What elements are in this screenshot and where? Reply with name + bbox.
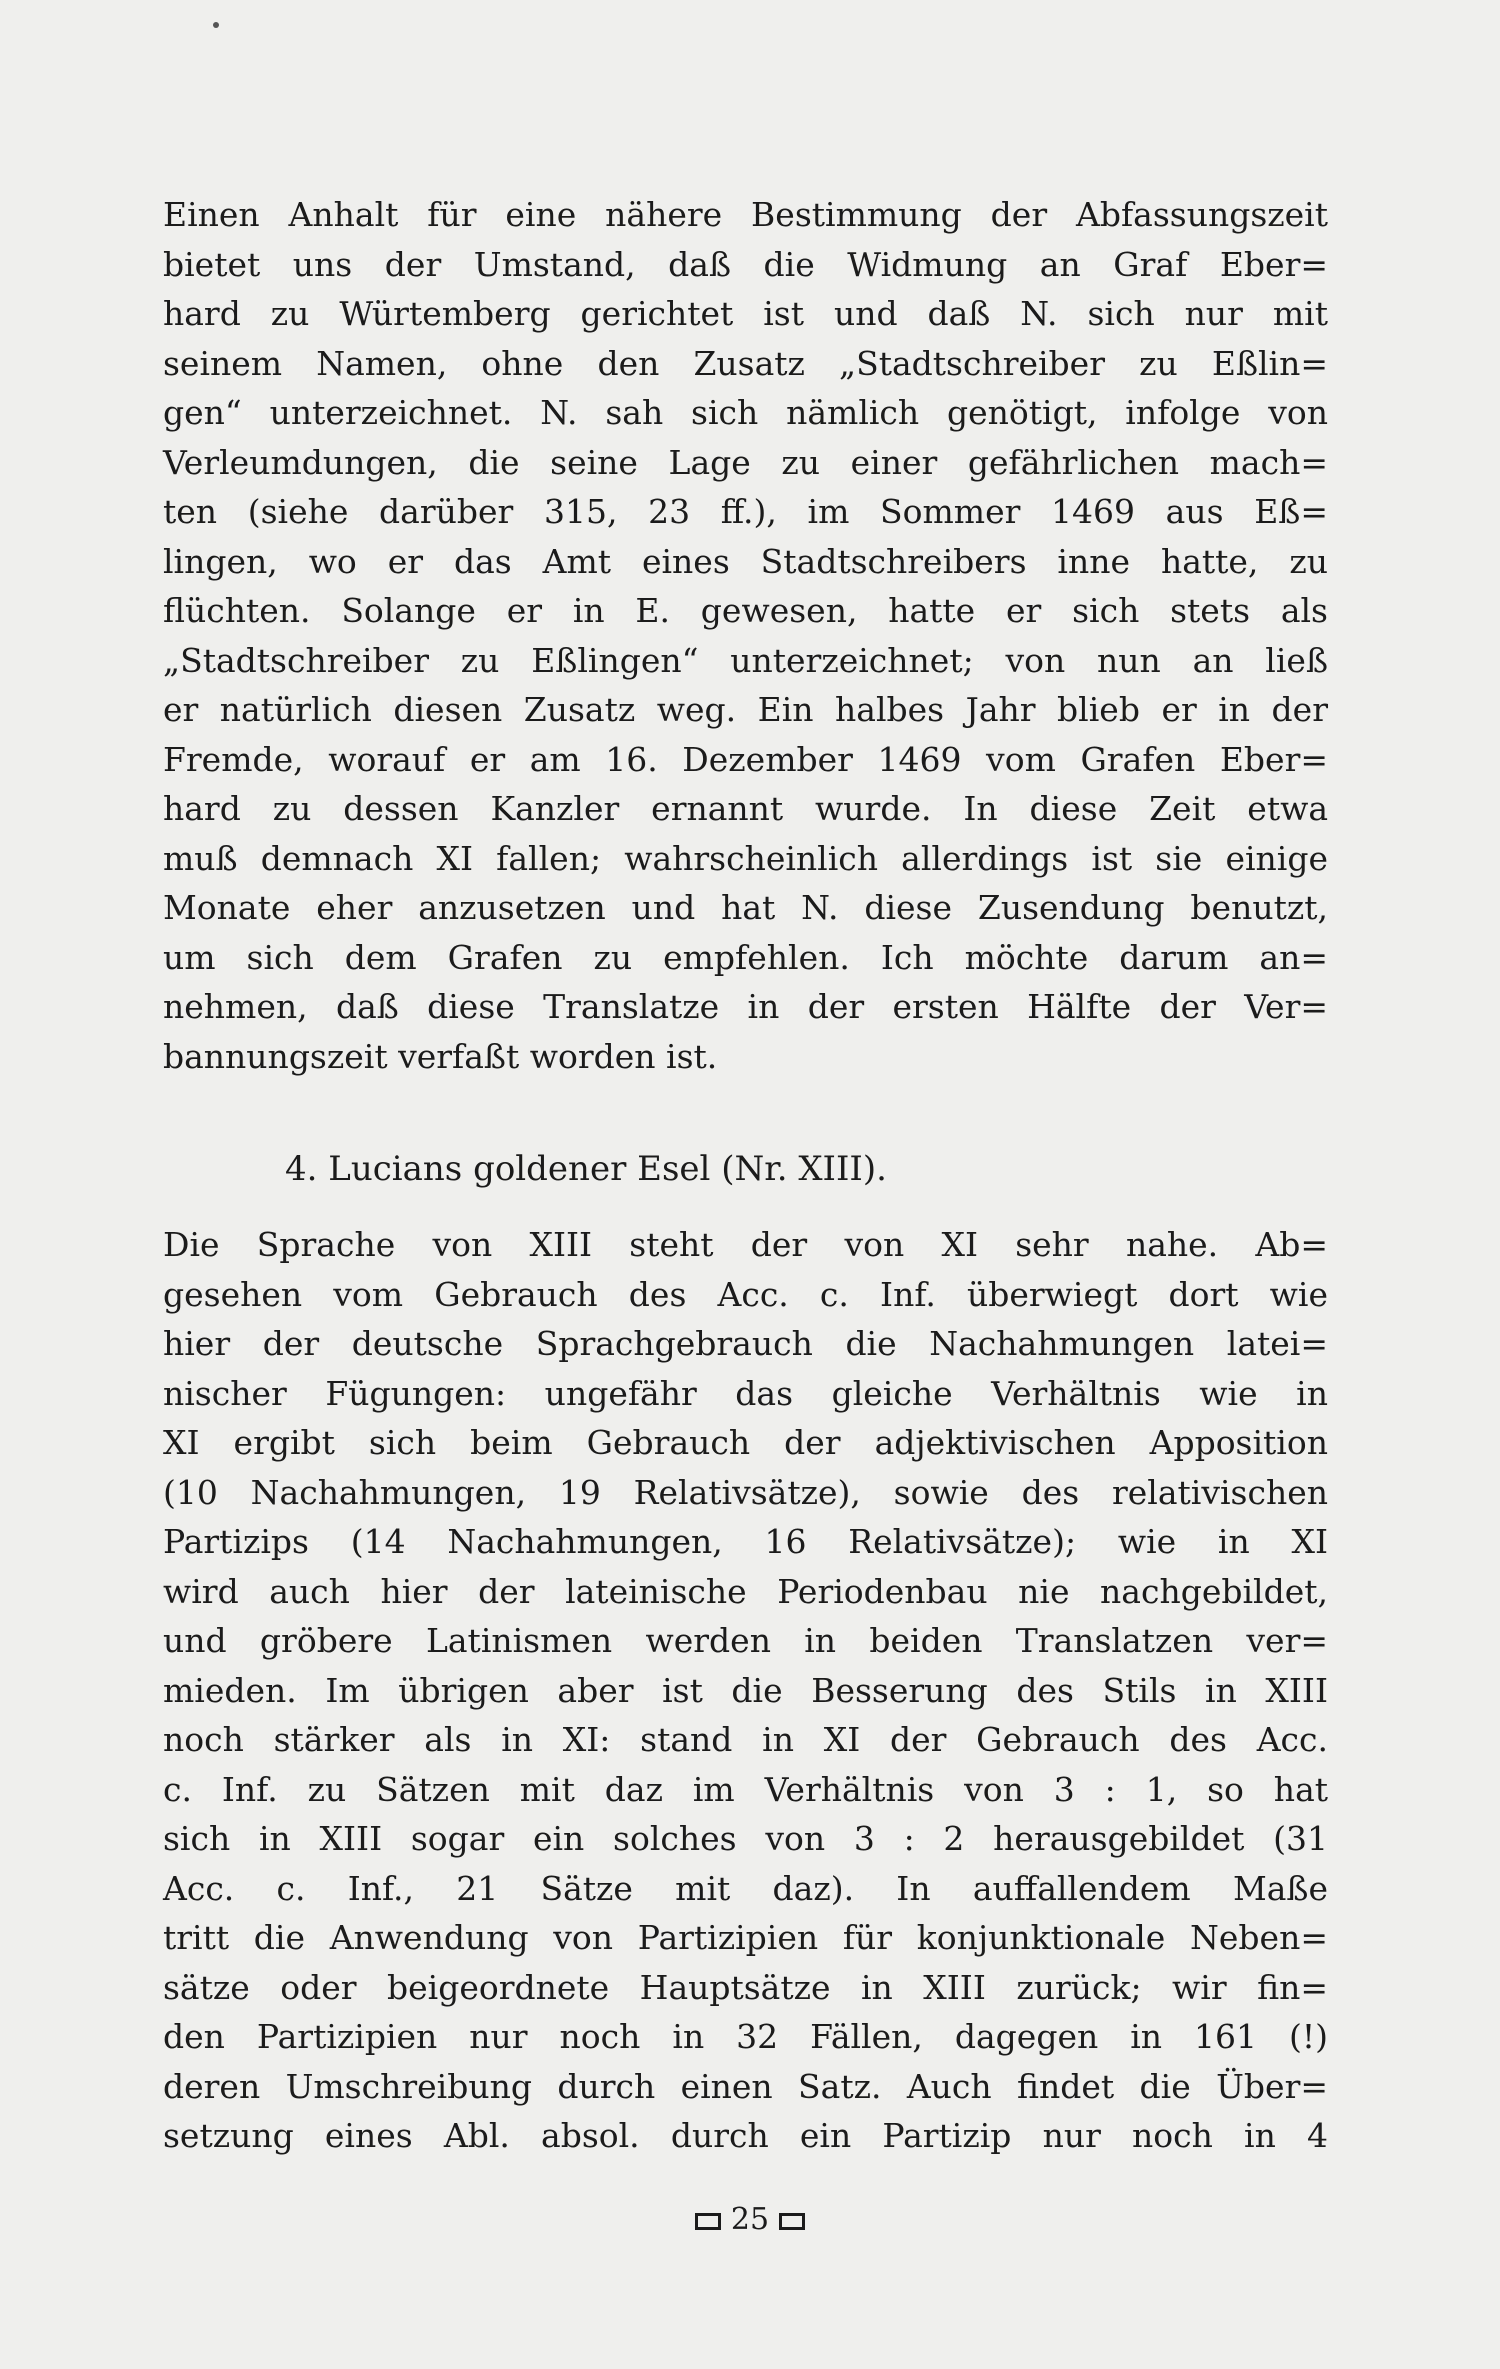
text-line: Fremde, worauf er am 16. Dezember 1469 vom Grafen Eber= (163, 739, 1328, 779)
text-line: tritt die Anwendung von Partizipien für konjunktionale Neben= (163, 1918, 1328, 1957)
ornament-box-right (779, 2213, 805, 2230)
text-line: Die Sprache von XIII steht der von XI sehr nahe. Ab= (163, 1225, 1328, 1264)
page-footer (0, 2200, 1500, 2240)
text-line: nischer Fügungen: ungefähr das gleiche Verhältnis wie in (163, 1373, 1328, 1413)
ornament-box-left (695, 2213, 721, 2230)
text-line: deren Umschreibung durch einen Satz. Auch findet die Über= (163, 2066, 1328, 2106)
text-line: flüchten. Solange er in E. gewesen, hatte er sich stets als (163, 591, 1328, 630)
text-line: nehmen, daß diese Translatze in der ersten Hälfte der Ver= (163, 987, 1328, 1026)
text-line: Acc. c. Inf., 21 Sätze mit daz). In auffallendem Maße (163, 1868, 1328, 1908)
text-line: c. Inf. zu Sätzen mit daz im Verhältnis von 3 : 1, so hat (163, 1769, 1328, 1809)
text-line: wird auch hier der lateinische Periodenbau nie nachgebildet, (163, 1571, 1328, 1611)
text-line: er natürlich diesen Zusatz weg. Ein halbes Jahr blieb er in der (163, 690, 1328, 729)
text-line: Monate eher anzusetzen und hat N. diese Zusendung benutzt, (163, 888, 1328, 927)
text-line: noch stärker als in XI: stand in XI der Gebrauch des Acc. (163, 1720, 1328, 1759)
text-line: Verleumdungen, die seine Lage zu einer gefährlichen mach= (163, 442, 1328, 482)
text-line: Einen Anhalt für eine nähere Bestimmung der Abfassungszeit (163, 195, 1328, 234)
text-line: ten (siehe darüber 315, 23 ff.), im Sommer 1469 aus Eß= (163, 492, 1328, 531)
paragraph-dating (163, 190, 1328, 1081)
text-line: setzung eines Abl. absol. durch ein Partizip nur noch in 4 (163, 2116, 1328, 2155)
margin-dot (213, 22, 219, 28)
text-line: den Partizipien nur noch in 32 Fällen, dagegen in 161 (!) (163, 2017, 1328, 2056)
text-line: mieden. Im übrigen aber ist die Besserung des Stils in XIII (163, 1670, 1328, 1710)
section-heading: 4. Lucians goldener Esel (Nr. XIII). (285, 1149, 887, 1189)
text-line: XI ergibt sich beim Gebrauch der adjektivischen Apposition (163, 1423, 1328, 1462)
text-line: bannungszeit verfaßt worden ist. (163, 1036, 718, 1076)
text-line: (10 Nachahmungen, 19 Relativsätze), sowie des relativischen (163, 1472, 1328, 1512)
text-line: seinem Namen, ohne den Zusatz „Stadtschreiber zu Eßlin= (163, 343, 1328, 383)
text-line: und gröbere Latinismen werden in beiden Translatzen ver= (163, 1621, 1328, 1660)
text-line: gen“ unterzeichnet. N. sah sich nämlich genötigt, infolge von (163, 393, 1328, 432)
text-line: sich in XIII sogar ein solches von 3 : 2 herausgebildet (31 (163, 1819, 1328, 1858)
text-line: lingen, wo er das Amt eines Stadtschreibers inne hatte, zu (163, 541, 1328, 581)
page-number: 25 (730, 2202, 770, 2237)
text-line: bietet uns der Umstand, daß die Widmung an Graf Eber= (163, 244, 1328, 284)
text-line: um sich dem Grafen zu empfehlen. Ich möchte darum an= (163, 937, 1328, 977)
text-line: gesehen vom Gebrauch des Acc. c. Inf. überwiegt dort wie (163, 1274, 1328, 1314)
paragraph-language (163, 1220, 1328, 2161)
text-line: hier der deutsche Sprachgebrauch die Nachahmungen latei= (163, 1324, 1328, 1363)
text-line: muß demnach XI fallen; wahrscheinlich allerdings ist sie einige (163, 838, 1328, 878)
text-line: „Stadtschreiber zu Eßlingen“ unterzeichnet; von nun an ließ (163, 640, 1328, 680)
text-line: hard zu dessen Kanzler ernannt wurde. In diese Zeit etwa (163, 789, 1328, 828)
text-line: hard zu Würtemberg gerichtet ist und daß N. sich nur mit (163, 294, 1328, 333)
text-line: Partizips (14 Nachahmungen, 16 Relativsätze); wie in XI (163, 1522, 1328, 1561)
text-line: sätze oder beigeordnete Hauptsätze in XIII zurück; wir fin= (163, 1967, 1328, 2007)
